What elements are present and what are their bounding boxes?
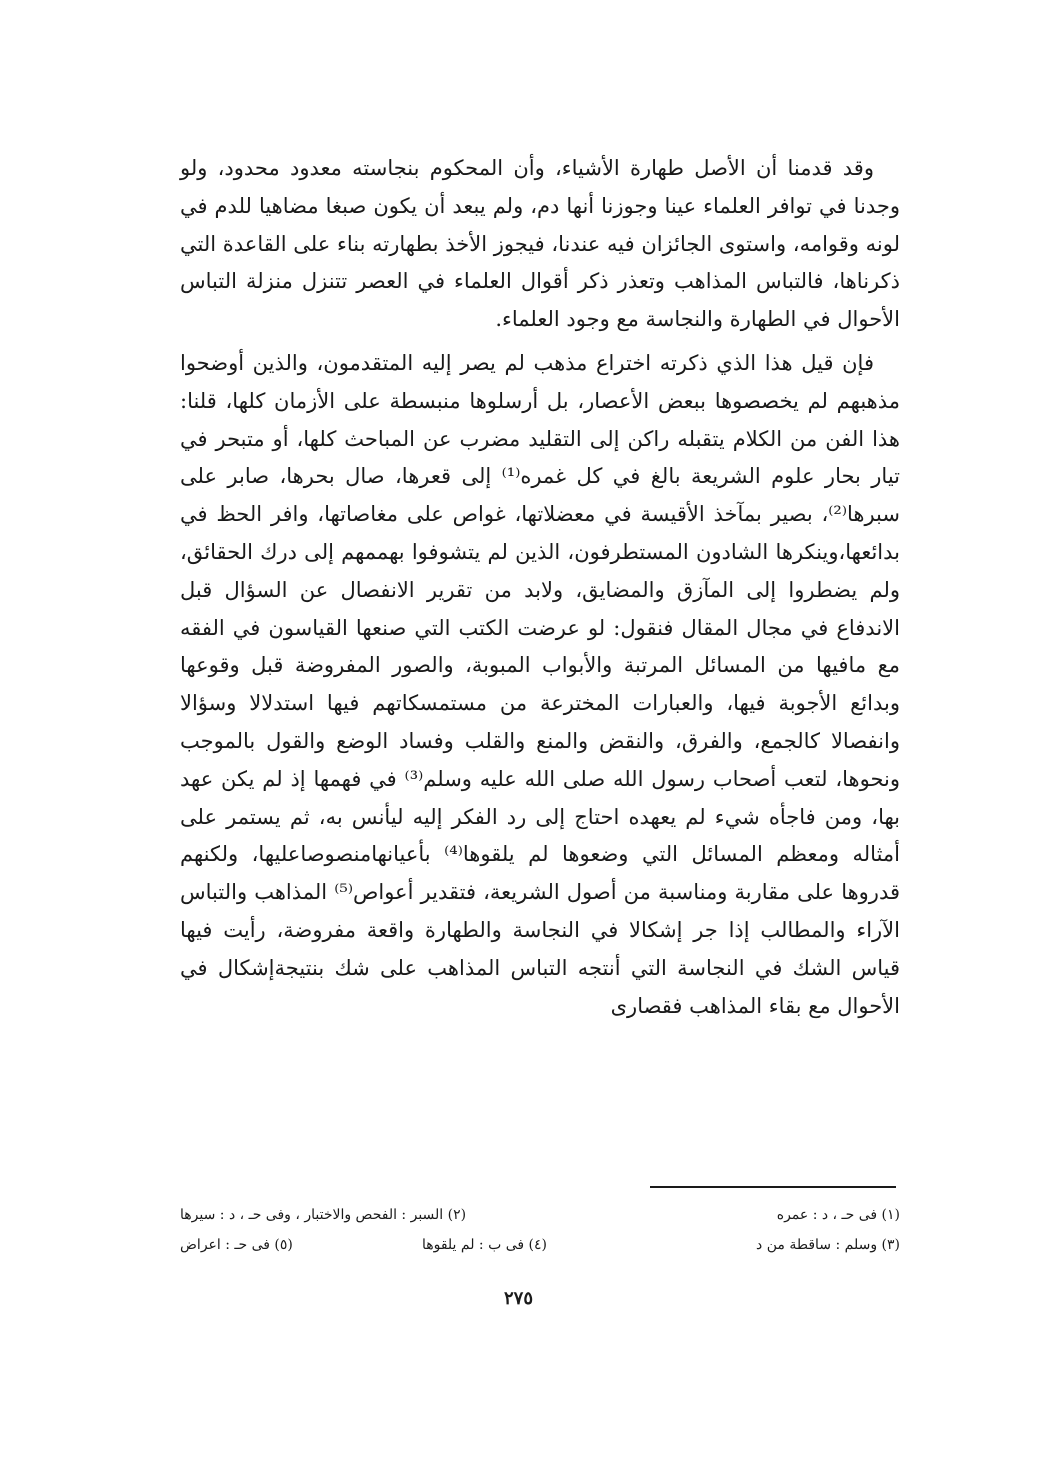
footnote-row: [180, 1200, 900, 1230]
body-text: [180, 150, 900, 1025]
footnote-3: (٣) وسلم : ساقطة من د: [756, 1237, 900, 1253]
paragraph-2: فإن قيل هذا الذي ذكرته اختراع مذهب لم يصر إليه المتقدمون، والذين أوضحوا مذهبهم لم يخصصوها ببعض الأعصار، بل أرسلوها منبسطة على الأزمان كلها، قلنا: هذا الفن من الكلام يتقبله راكن إلى التقليد مضرب عن المباحث كلها، أو متبحر في تيار بحار علوم الشريعة بالغ في كل غمره⁽¹⁾ إلى قعرها، صال بحرها، صابر على سبرها⁽²⁾، بصير بمآخذ الأقيسة في معضلاتها، غواص على مغاصاتها، وافر الحظ في بدائعها،وينكرها الشادون المستطرفون، الذين لم يتشوفوا بهممهم إلى درك الحقائق، ولم يضطروا إلى المآزق والمضايق، ولابد من تقرير الانفصال عن السؤال قبل الاندفاع في مجال المقال فنقول: لو عرضت الكتب التي صنعها القياسون في الفقه مع مافيها من المسائل المرتبة والأبواب المبوبة، والصور المفروضة قبل وقوعها وبدائع الأجوبة فيها، والعبارات المخترعة من مستمسكاتهم فيها استدلالا وسؤالا وانفصالا كالجمع، والفرق، والنقض والمنع والقلب وفساد الوضع والقول بالموجب ونحوها، لتعب أصحاب رسول الله صلى الله عليه وسلم⁽³⁾ في فهمها إذ لم يكن عهد بها، ومن فاجأه شيء لم يعهده احتاج إلى رد الفكر إليه ليأنس به، ثم يستمر على أمثاله ومعظم المسائل التي وضعوها لم يلقوها⁽⁴⁾ بأعيانهامنصوصاعليها، ولكنهم قدروها على مقاربة ومناسبة من أصول الشريعة، فتقدير أعواص⁽⁵⁾ المذاهب والتباس الآراء والمطالب إذا جر إشكالا في النجاسة والطهارة واقعة مفروضة، رأيت فيها قياس الشك في النجاسة التي أنتجه التباس المذاهب على شك بنتيجةإشكال في الأحوال مع بقاء المذاهب فقصارى: [180, 350, 901, 1018]
footnote-row: [180, 1230, 900, 1260]
footnote-separator: [650, 1186, 896, 1188]
footnote-5: (٥) فى حـ : اعراض: [180, 1237, 293, 1253]
page-number: ٢٧٥: [503, 1288, 533, 1309]
footnote-2: (٢) السبر : الفحص والاختبار ، وفى حـ ، د : سيرها: [180, 1207, 467, 1223]
footnotes: [180, 1200, 900, 1260]
footnote-1: (١) فى حـ ، د : عمره: [776, 1207, 900, 1223]
footnote-4: (٤) فى ب : لم يلقوها: [421, 1237, 547, 1253]
paragraph-1: وقد قدمنا أن الأصل طهارة الأشياء، وأن المحكوم بنجاسته معدود محدود، ولو وجدنا في توافر العلماء عينا وجوزنا أنها دم، ولم يبعد أن يكون صبغا مضاهيا للدم في لونه وقوامه، واستوى الجائزان فيه عندنا، فيجوز الأخذ بطهارته بناء على القاعدة التي ذكرناها، فالتباس المذاهب وتعذر ذكر أقوال العلماء في العصر تتنزل منزلة التباس الأحوال في الطهارة والنجاسة مع وجود العلماء.: [180, 156, 900, 332]
